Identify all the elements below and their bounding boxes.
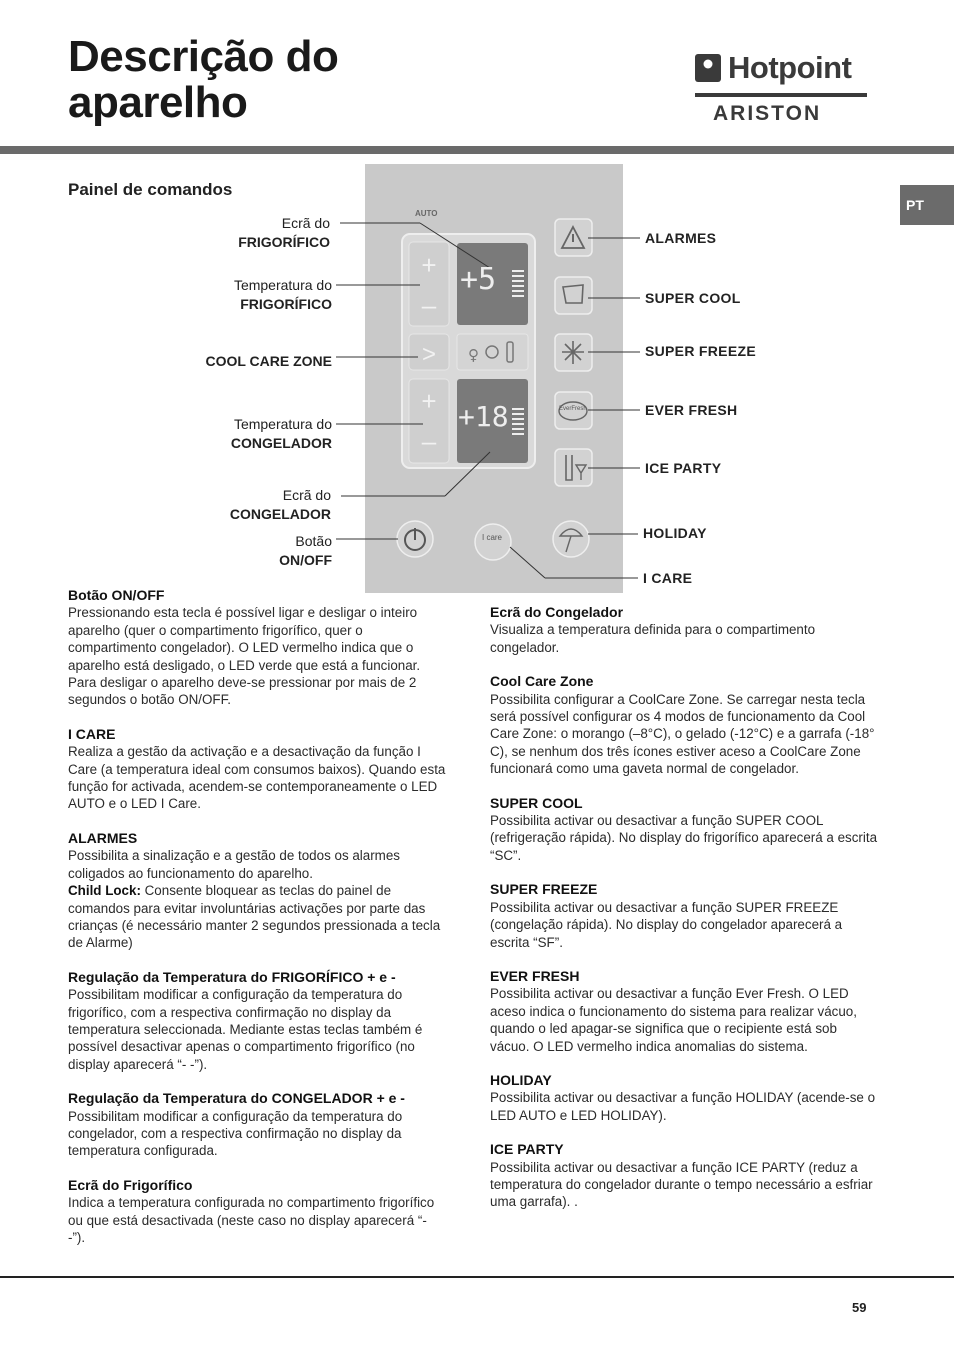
section-heading: I CARE xyxy=(68,725,116,742)
icare-button-text: I care xyxy=(482,533,503,542)
section-title: Painel de comandos xyxy=(68,180,233,199)
child-lock-text: Child Lock: Consente bloquear as teclas do painel de comandos para evitar involuntárias activações por parte das crianças (é necessário manter 2 segundos pressionada a tecla de Alarme) xyxy=(68,883,441,951)
label-on-off: Botão ON/OFF xyxy=(279,533,332,568)
section-heading: Botão ON/OFF xyxy=(68,587,165,603)
page-number: 59 xyxy=(852,1300,867,1315)
svg-text:–: – xyxy=(421,290,437,320)
svg-text:>: > xyxy=(421,341,437,368)
section-text: Pressionando esta tecla é possível ligar e desligar o inteiro aparelho (quer o compartimento frigorífico, quer o compartimento congelador). O LED vermelho indica que o aparelho está desligado, o LED verde que está a funcionar. Para desligar o aparelho deve-se pressionar por mais de 2 segundos o botão ON/OFF. xyxy=(68,605,421,708)
section-text: Possibilita activar ou desactivar a função Ever Fresh. O LED aceso indica o funcionamento do sistema para realizar vácuo, quando o led apagar-se significa que o recipiente está sob vácuo. O LED vermelho indica anomalias do sistema. xyxy=(490,986,857,1054)
left-text-column xyxy=(68,587,446,1263)
label-alarmes: ALARMES xyxy=(645,230,717,246)
section-heading: ICE PARTY xyxy=(490,1141,564,1158)
section-heading: SUPER COOL xyxy=(490,794,583,811)
label-holiday: HOLIDAY xyxy=(643,525,707,541)
label-freezer-display: Ecrã do CONGELADOR xyxy=(229,487,331,522)
everfresh-button-text: EverFresh xyxy=(559,406,587,412)
section-heading: Cool Care Zone xyxy=(490,673,594,690)
label-super-cool: SUPER COOL xyxy=(645,290,741,306)
auto-indicator: AUTO xyxy=(415,209,438,218)
section-text: Possibilita activar ou desactivar a função ICE PARTY (reduz a temperatura do congelador durante o tempo necessário a esfriar uma garrafa). . xyxy=(490,1159,873,1210)
section-heading: ALARMES xyxy=(68,829,138,846)
section-text: Possibilita activar ou desactivar a função SUPER FREEZE (congelação rápida). No display do congelador aparecerá a escrita “SF”. xyxy=(490,899,843,950)
svg-text:–: – xyxy=(421,426,437,456)
section-text: Possibilitam modificar a configuração da temperatura do congelador, com a respectiva confirmação no display da temperatura configurada. xyxy=(68,1108,403,1159)
section-text: Possibilitam modificar a configuração da temperatura do frigorífico, com a respectiva confirmação no display da temperatura seleccionada. Mediante estas teclas também é possível desactivar apenas o compartimento frigorífico (no display aparecerá “- -”). xyxy=(68,987,423,1072)
section-heading: EVER FRESH xyxy=(490,967,580,984)
section-text: Visualiza a temperatura definida para o compartimento congelador. xyxy=(490,622,816,655)
svg-text:+: + xyxy=(421,386,437,416)
label-i-care: I CARE xyxy=(643,570,693,586)
label-freezer-temp: Temperatura do CONGELADOR xyxy=(230,416,332,451)
section-text: Possibilita a sinalização e a gestão de todos os alarmes coligados ao funcionamento do aparelho. xyxy=(68,848,400,881)
label-ever-fresh: EVER FRESH xyxy=(645,402,738,418)
section-text: Possibilita configurar a CoolCare Zone. Se carregar nesta tecla será possível configurar os 4 modos de funcionamento da Cool Care Zone: o morango (–8°C), o gelado (-12°C) e a garrafa (-18° C), se nenhum dos três ícones estiver aceso a CoolCare Zone funcionará como uma gaveta normal de congelador. xyxy=(490,691,875,777)
label-cool-care-zone: COOL CARE ZONE xyxy=(205,353,332,369)
right-text-column xyxy=(490,604,880,1228)
language-tab: PT xyxy=(900,185,954,225)
fridge-display: +5 xyxy=(460,262,497,297)
section-heading: Ecrã do Frigorífico xyxy=(68,1176,193,1193)
section-text: Possibilita activar ou desactivar a função HOLIDAY (acende-se o LED AUTO e LED HOLIDAY). xyxy=(490,1090,876,1123)
section-heading: Ecrã do Congelador xyxy=(490,604,624,620)
freezer-display: +18 xyxy=(458,400,509,433)
brand-name: Hotpoint xyxy=(728,50,852,85)
label-fridge-display: Ecrã do FRIGORÍFICO xyxy=(238,215,330,250)
section-text: Realiza a gestão da activação e a desactivação da função I Care (a temperatura ideal com consumos baixos). Quando esta função for activada, acendem-se contemporaneamente o LED AUTO e o LED I Care. xyxy=(68,744,446,812)
svg-text:♀: ♀ xyxy=(468,346,479,364)
section-heading: HOLIDAY xyxy=(490,1071,552,1088)
section-heading: SUPER FREEZE xyxy=(490,881,598,898)
label-fridge-temp: Temperatura do FRIGORÍFICO xyxy=(233,277,332,312)
panel-diagram xyxy=(0,0,954,600)
section-text: Possibilita activar ou desactivar a função SUPER COOL (refrigeração rápida). No display do frigorífico aparecerá a escrita “SC”. xyxy=(490,813,878,863)
svg-text:+: + xyxy=(421,250,437,280)
label-ice-party: ICE PARTY xyxy=(645,460,722,476)
section-text: Indica a temperatura configurada no compartimento frigorífico ou que está desactivada (neste caso no display aparecerá “- -”). xyxy=(68,1195,435,1245)
title-line-2: aparelho xyxy=(68,78,248,127)
section-heading: Regulação da Temperatura do FRIGORÍFICO + e - xyxy=(68,968,396,985)
label-super-freeze: SUPER FREEZE xyxy=(645,343,756,359)
section-heading: Regulação da Temperatura do CONGELADOR + e - xyxy=(68,1090,405,1107)
footer-divider xyxy=(0,1276,954,1278)
sub-brand: ARISTON xyxy=(713,102,822,125)
title-line-1: Descrição do xyxy=(68,32,339,81)
